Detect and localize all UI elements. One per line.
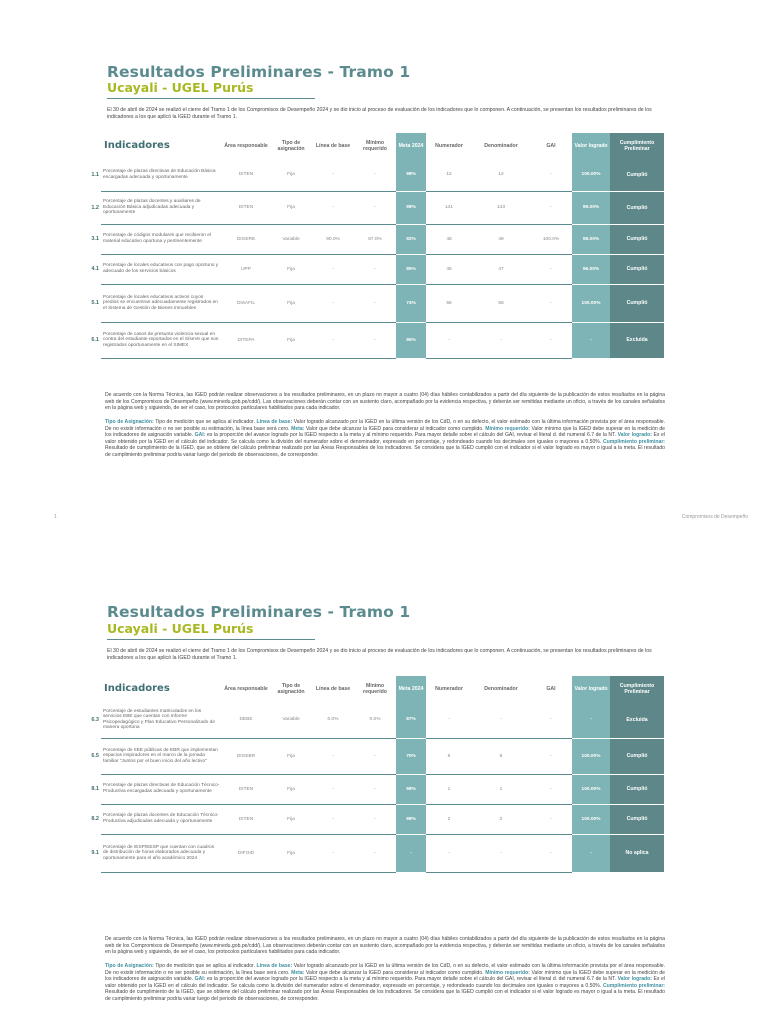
page-title: Resultados Preliminares - Tramo 1: [107, 603, 411, 621]
indicator-description: Porcentaje de plazas directivas de Educación Técnico-Productiva encargadas adecuada y oportunamente: [101, 774, 222, 804]
meta-cell: 98%: [396, 191, 426, 224]
denominador-cell: 12: [472, 159, 530, 191]
definition-text: Resultado de cumplimiento de la IGED, que se obtiene del cálculo preliminar realizado por las Áreas Responsables de los indicadores. Se considera que la IGED cumplió con el indicador si el valor logrado es mayor o igual a la meta. El resultado de cumplimiento preliminar podría variar luego del periodo de observaciones, de corresponder.: [105, 445, 665, 458]
indicators-table: [88, 133, 664, 359]
page-2: [0, 594, 768, 1024]
definition-term: Línea de base:: [256, 419, 293, 425]
indicator-code: 8.2: [91, 816, 99, 822]
indicator-description: Porcentaje de IESP/EESP que cuentan con cuadros de distribución de horas elaborados adecuada y oportunamente para el año académico 2024: [101, 834, 222, 872]
gai-cell: -: [530, 254, 572, 284]
definition-term: GAI:: [194, 976, 206, 983]
numerador-cell: 45: [426, 254, 472, 284]
definition-text: Es el valor obtenido por la IGED en el cálculo del indicador. Se calcula como la división del numerador sobre el denominador, expresado en porcentaje, y redondeado cuando los decimales son iguales o mayores a 0.50%.: [105, 976, 666, 989]
linea-cell: 0.0%: [312, 702, 354, 738]
numerador-cell: 48: [426, 224, 472, 254]
header-indicadores: Indicadores: [104, 683, 170, 694]
cumplimiento-cell: Cumplió: [610, 774, 664, 804]
definition-text: Resultado de cumplimiento de la IGED, que se obtiene del cálculo preliminar realizado por las Áreas Responsables de los indicadores. Se considera que la IGED cumplió con el indicador si el valor logrado es mayor o igual a la meta. El resultado de cumplimiento preliminar podría variar luego del periodo de observaciones, de corresponder.: [105, 989, 665, 1002]
header-linea: Línea de base: [315, 143, 351, 149]
denominador-cell: 47: [472, 254, 530, 284]
tipo-cell: Fija: [270, 159, 312, 191]
cumplimiento-cell: Cumplió: [610, 738, 664, 774]
indicator-description: Porcentaje de códigos modulares que recibieron el material educativo oportuna y pertinentemente: [101, 224, 222, 254]
table-row: [88, 804, 664, 834]
valor-cell: 98.00%: [572, 224, 610, 254]
indicator-code: 6.1: [91, 337, 99, 343]
definition-text: es la proporción del avance logrado por la IGED respecto a la meta y al mínimo requerido. Para mayor detalle sobre el cálculo del GAI, revisar el literal d. del numeral 6.7 de la NT.: [205, 976, 618, 983]
definition-term: Línea de base:: [256, 963, 293, 969]
definition-term: Cumplimiento preliminar:: [602, 438, 666, 445]
cumplimiento-cell: No aplica: [610, 834, 664, 872]
indicator-code: 9.1: [91, 850, 99, 856]
header-valor: Valor logrado: [572, 676, 610, 702]
indicator-description: Porcentaje de plazas docentes de Educación Técnico-Productiva adjudicadas adecuada y oportunamente: [101, 804, 222, 834]
header-area: Área responsable: [224, 143, 268, 149]
page-subtitle: Ucayali - UGEL Purús: [107, 80, 254, 95]
area-cell: DIGERE: [222, 224, 270, 254]
tipo-cell: Fija: [270, 834, 312, 872]
header-cumplimiento: Cumplimiento Preliminar: [610, 676, 664, 702]
area-cell: DIGEBR: [222, 738, 270, 774]
valor-cell: 100.00%: [572, 284, 610, 322]
denominador-cell: 143: [472, 191, 530, 224]
linea-cell: -: [312, 738, 354, 774]
definition-text: Valor logrado alcanzado por la IGED en la última versión de los CdD, o en su defecto, el valor estimado con la última información provista por el área responsable. De no existir información o no ser posible su estimación, la línea base será cero.: [105, 963, 665, 976]
meta-cell: 98%: [396, 159, 426, 191]
page-subtitle: Ucayali - UGEL Purús: [107, 621, 254, 636]
definition-term: Valor logrado:: [617, 976, 652, 983]
minimo-cell: -: [354, 159, 396, 191]
tipo-cell: Variable: [270, 224, 312, 254]
observations-note: De acuerdo con la Norma Técnica, las IGED podrán realizar observaciones a los resultados preliminares, en un plazo no mayor a cuatro (04) días hábiles contabilizados a partir del día siguiente de la publicación de estos resultados en la página web de los Compromisos de Desempeño (www.minedu.gob.pe/cdd/). Las observaciones deberán contar con un sustento claro, acompañado por la evidencia respectiva, y deberán ser remitidas mediante un oficio, a través de los canales señalados en la página web y siguiendo, de ser el caso, los protocolos particulares habilitados para cada indicador.: [105, 392, 665, 412]
header-denominador: Denominador: [484, 686, 518, 692]
numerador-cell: 58: [426, 284, 472, 322]
cumplimiento-cell: Cumplió: [610, 284, 664, 322]
indicator-description: Porcentaje de estudiantes matriculados en los servicios EBE que cuentan con Informe Psicopedagógico y Plan Educativo Personalizado de manera oportuna: [101, 702, 222, 738]
area-cell: DITEN: [222, 774, 270, 804]
indicator-description: Porcentaje de casos de presunta violencia sexual en contra del estudiante reportados en el SíseVe que son registrados oportunamente en el SIMEX: [101, 322, 222, 358]
intro-paragraph: El 30 de abril de 2024 se realizó el cierre del Tramo 1 de los Compromisos de Desempeño 2024 y se dio inicio al proceso de evaluación de los indicadores que lo componen. A continuación, se presentan los resultados preliminares de los indicadores a los que aplicó la IGED durante el Tramo 1.: [107, 648, 652, 661]
cumplimiento-cell: Excluida: [610, 322, 664, 358]
numerador-cell: 6: [426, 738, 472, 774]
valor-cell: 96.00%: [572, 254, 610, 284]
indicator-code: 4.1: [91, 266, 99, 272]
minimo-cell: -: [354, 834, 396, 872]
indicator-code: 1.2: [91, 204, 99, 211]
cumplimiento-cell: Excluida: [610, 702, 664, 738]
denominador-cell: 2: [472, 804, 530, 834]
definition-term: Tipo de Asignación:: [105, 419, 154, 425]
denominador-cell: 58: [472, 284, 530, 322]
header-gai: GAI: [546, 686, 556, 692]
definition-text: Tipo de medición que se aplica al indicador.: [153, 419, 257, 425]
definition-term: Tipo de Asignación:: [105, 963, 154, 969]
header-denominador: Denominador: [484, 143, 518, 149]
minimo-cell: -: [354, 804, 396, 834]
table-row: [88, 322, 664, 358]
tipo-cell: Fija: [270, 738, 312, 774]
table-row: [88, 834, 664, 872]
meta-cell: 74%: [396, 284, 426, 322]
definition-text: Tipo de medición que se aplica al indicador.: [153, 963, 257, 969]
cumplimiento-cell: Cumplió: [610, 191, 664, 224]
header-meta: Meta 2024: [396, 133, 426, 159]
observations-note: De acuerdo con la Norma Técnica, las IGED podrán realizar observaciones a los resultados preliminares, en un plazo no mayor a cuatro (04) días hábiles contabilizados a partir del día siguiente de la publicación de estos resultados en la página web de los Compromisos de Desempeño (www.minedu.gob.pe/cdd/). Las observaciones deberán contar con un sustento claro, acompañado por la evidencia respectiva, y deberán ser remitidas mediante un oficio, a través de los canales señalados en la página web y siguiendo, de ser el caso, los protocolos particulares habilitados para cada indicador.: [105, 936, 665, 956]
indicator-code: 6.5: [91, 753, 99, 759]
header-tipo: Tipo de asignación: [277, 140, 305, 152]
meta-cell: -: [396, 834, 426, 872]
table-row: [88, 702, 664, 738]
tipo-cell: Fija: [270, 284, 312, 322]
definition-text: Valor que debe alcanzar la IGED para considerar al indicador como cumplido.: [304, 969, 486, 976]
indicator-description: Porcentaje de plazas docentes y auxiliares de Educación Básica adjudicadas adecuada y oportunamente: [101, 191, 222, 224]
linea-cell: -: [312, 804, 354, 834]
numerador-cell: -: [426, 702, 472, 738]
numerador-cell: -: [426, 834, 472, 872]
gai-cell: -: [530, 159, 572, 191]
intro-paragraph: El 30 de abril de 2024 se realizó el cierre del Tramo 1 de los Compromisos de Desempeño 2024 y se dio inicio al proceso de evaluación de los indicadores que lo componen. A continuación, se presentan los resultados preliminares de los indicadores a los que aplicó la IGED durante el Tramo 1.: [107, 107, 652, 120]
linea-cell: -: [312, 774, 354, 804]
tipo-cell: Fija: [270, 254, 312, 284]
numerador-cell: 12: [426, 159, 472, 191]
linea-cell: -: [312, 322, 354, 358]
valor-cell: -: [572, 834, 610, 872]
table-row: [88, 254, 664, 284]
minimo-cell: -: [354, 738, 396, 774]
definition-text: Valor mínimo que la IGED debe superar en la medición de los indicadores de asignación variable.: [105, 425, 665, 439]
tipo-cell: Fija: [270, 191, 312, 224]
indicator-code: 5.1: [91, 300, 99, 306]
denominador-cell: 49: [472, 224, 530, 254]
header-tipo: Tipo de asignación: [277, 683, 305, 695]
gai-cell: -: [530, 738, 572, 774]
header-area: Área responsable: [224, 686, 268, 692]
table-row: [88, 191, 664, 224]
meta-cell: 87%: [396, 702, 426, 738]
linea-cell: -: [312, 159, 354, 191]
numerador-cell: 2: [426, 804, 472, 834]
gai-cell: -: [530, 804, 572, 834]
area-cell: DEBE: [222, 702, 270, 738]
table-row: [88, 159, 664, 191]
minimo-cell: -: [354, 191, 396, 224]
cumplimiento-cell: Cumplió: [610, 804, 664, 834]
gai-cell: -: [530, 774, 572, 804]
definition-text: Valor logrado alcanzado por la IGED en la última versión de los CdD, o en su defecto, el valor estimado con la última información provista por el área responsable. De no existir información o no ser posible su estimación, la línea base será cero.: [105, 419, 665, 432]
indicator-code: 8.1: [91, 786, 99, 792]
gai-cell: -: [530, 834, 572, 872]
valor-cell: 100.00%: [572, 804, 610, 834]
header-numerador: Numerador: [435, 143, 463, 149]
header-valor: Valor logrado: [572, 133, 610, 159]
meta-cell: 95%: [396, 322, 426, 358]
denominador-cell: 6: [472, 738, 530, 774]
indicator-description: Porcentaje de locales educativos con pago oportuno y adecuado de los servicios básicos: [101, 254, 222, 284]
definition-term: Meta:: [291, 425, 305, 432]
header-gai: GAI: [546, 143, 556, 149]
area-cell: DISAFIL: [222, 284, 270, 322]
area-cell: DITEPA: [222, 322, 270, 358]
minimo-cell: 87.0%: [354, 224, 396, 254]
denominador-cell: -: [472, 702, 530, 738]
denominador-cell: -: [472, 322, 530, 358]
numerador-cell: 141: [426, 191, 472, 224]
indicator-code: 1.1: [91, 172, 99, 178]
header-minimo: Mínimo requerido: [363, 140, 387, 152]
table-header-row: [88, 133, 664, 159]
meta-cell: 70%: [396, 738, 426, 774]
footer-label: Compromisos de Desempeño: [681, 514, 748, 520]
tipo-cell: Fija: [270, 774, 312, 804]
area-cell: UPP: [222, 254, 270, 284]
definition-term: Meta:: [291, 969, 305, 976]
meta-cell: 98%: [396, 774, 426, 804]
indicators-table: [88, 676, 664, 873]
denominador-cell: 1: [472, 774, 530, 804]
valor-cell: 100.00%: [572, 159, 610, 191]
valor-cell: -: [572, 702, 610, 738]
valor-cell: 100.00%: [572, 738, 610, 774]
page-title: Resultados Preliminares - Tramo 1: [107, 63, 411, 81]
indicator-description: Porcentaje de plazas directivas de Educación Básica encargadas adecuada y oportunamente: [101, 159, 222, 191]
indicator-description: Porcentaje de locales educativos activos cuyos predios se encuentran adecuadamente registrados en el Sistema de Gestión de Bienes Inmuebles: [101, 284, 222, 322]
gai-cell: -: [530, 191, 572, 224]
header-meta: Meta 2024: [396, 676, 426, 702]
linea-cell: -: [312, 254, 354, 284]
linea-cell: -: [312, 834, 354, 872]
indicator-code: 6.3: [91, 717, 99, 723]
meta-cell: 92%: [396, 224, 426, 254]
title-divider: [107, 98, 315, 99]
definition-term: Mínimo requerido:: [485, 425, 530, 432]
valor-cell: 99.00%: [572, 191, 610, 224]
minimo-cell: -: [354, 254, 396, 284]
area-cell: DITEN: [222, 804, 270, 834]
header-linea: Línea de base: [315, 686, 351, 692]
meta-cell: 85%: [396, 254, 426, 284]
area-cell: DITEN: [222, 191, 270, 224]
indicator-description: Porcentaje de IIEE públicas de EBR que implementan espacios inspiradores en el marco de la jornada familiar "Juntos por el buen inicio del año lectivo": [101, 738, 222, 774]
meta-cell: 98%: [396, 804, 426, 834]
header-cumplimiento: Cumplimiento Preliminar: [610, 133, 664, 159]
area-cell: DIFOID: [222, 834, 270, 872]
linea-cell: -: [312, 284, 354, 322]
indicator-code: 3.1: [91, 236, 99, 242]
definition-term: Valor logrado:: [617, 432, 652, 439]
table-row: [88, 774, 664, 804]
definition-text: Valor que debe alcanzar la IGED para considerar al indicador como cumplido.: [304, 425, 486, 432]
tipo-cell: Fija: [270, 322, 312, 358]
definitions-note: [105, 419, 665, 459]
tipo-cell: Variable: [270, 702, 312, 738]
table-row: [88, 284, 664, 322]
definition-text: Valor mínimo que la IGED debe superar en la medición de los indicadores de asignación variable.: [105, 969, 665, 983]
numerador-cell: -: [426, 322, 472, 358]
title-divider: [107, 639, 315, 640]
denominador-cell: -: [472, 834, 530, 872]
table-row: [88, 738, 664, 774]
gai-cell: -: [530, 284, 572, 322]
header-indicadores: Indicadores: [104, 140, 170, 151]
gai-cell: 100.0%: [530, 224, 572, 254]
tipo-cell: Fija: [270, 804, 312, 834]
minimo-cell: -: [354, 774, 396, 804]
definition-text: es la proporción del avance logrado por la IGED respecto a la meta y al mínimo requerido. Para mayor detalle sobre el cálculo del GAI, revisar el literal d. del numeral 6.7 de la NT.: [205, 432, 618, 439]
page-number: 1: [54, 514, 57, 520]
table-header-row: [88, 676, 664, 702]
cumplimiento-cell: Cumplió: [610, 224, 664, 254]
header-numerador: Numerador: [435, 686, 463, 692]
valor-cell: -: [572, 322, 610, 358]
minimo-cell: 0.0%: [354, 702, 396, 738]
linea-cell: 90.0%: [312, 224, 354, 254]
definition-term: Cumplimiento preliminar:: [602, 982, 666, 989]
header-minimo: Mínimo requerido: [363, 683, 387, 695]
minimo-cell: -: [354, 284, 396, 322]
minimo-cell: -: [354, 322, 396, 358]
table-row: [88, 224, 664, 254]
definitions-note: [105, 963, 665, 1003]
area-cell: DITEN: [222, 159, 270, 191]
gai-cell: -: [530, 322, 572, 358]
definition-text: Es el valor obtenido por la IGED en el cálculo del indicador. Se calcula como la división del numerador sobre el denominador, expresado en porcentaje, y redondeado cuando los decimales son iguales o mayores a 0.50%.: [105, 432, 666, 445]
definition-term: GAI:: [194, 432, 206, 439]
numerador-cell: 1: [426, 774, 472, 804]
definition-term: Mínimo requerido:: [485, 969, 530, 976]
cumplimiento-cell: Cumplió: [610, 254, 664, 284]
valor-cell: 100.00%: [572, 774, 610, 804]
cumplimiento-cell: Cumplió: [610, 159, 664, 191]
linea-cell: -: [312, 191, 354, 224]
gai-cell: -: [530, 702, 572, 738]
